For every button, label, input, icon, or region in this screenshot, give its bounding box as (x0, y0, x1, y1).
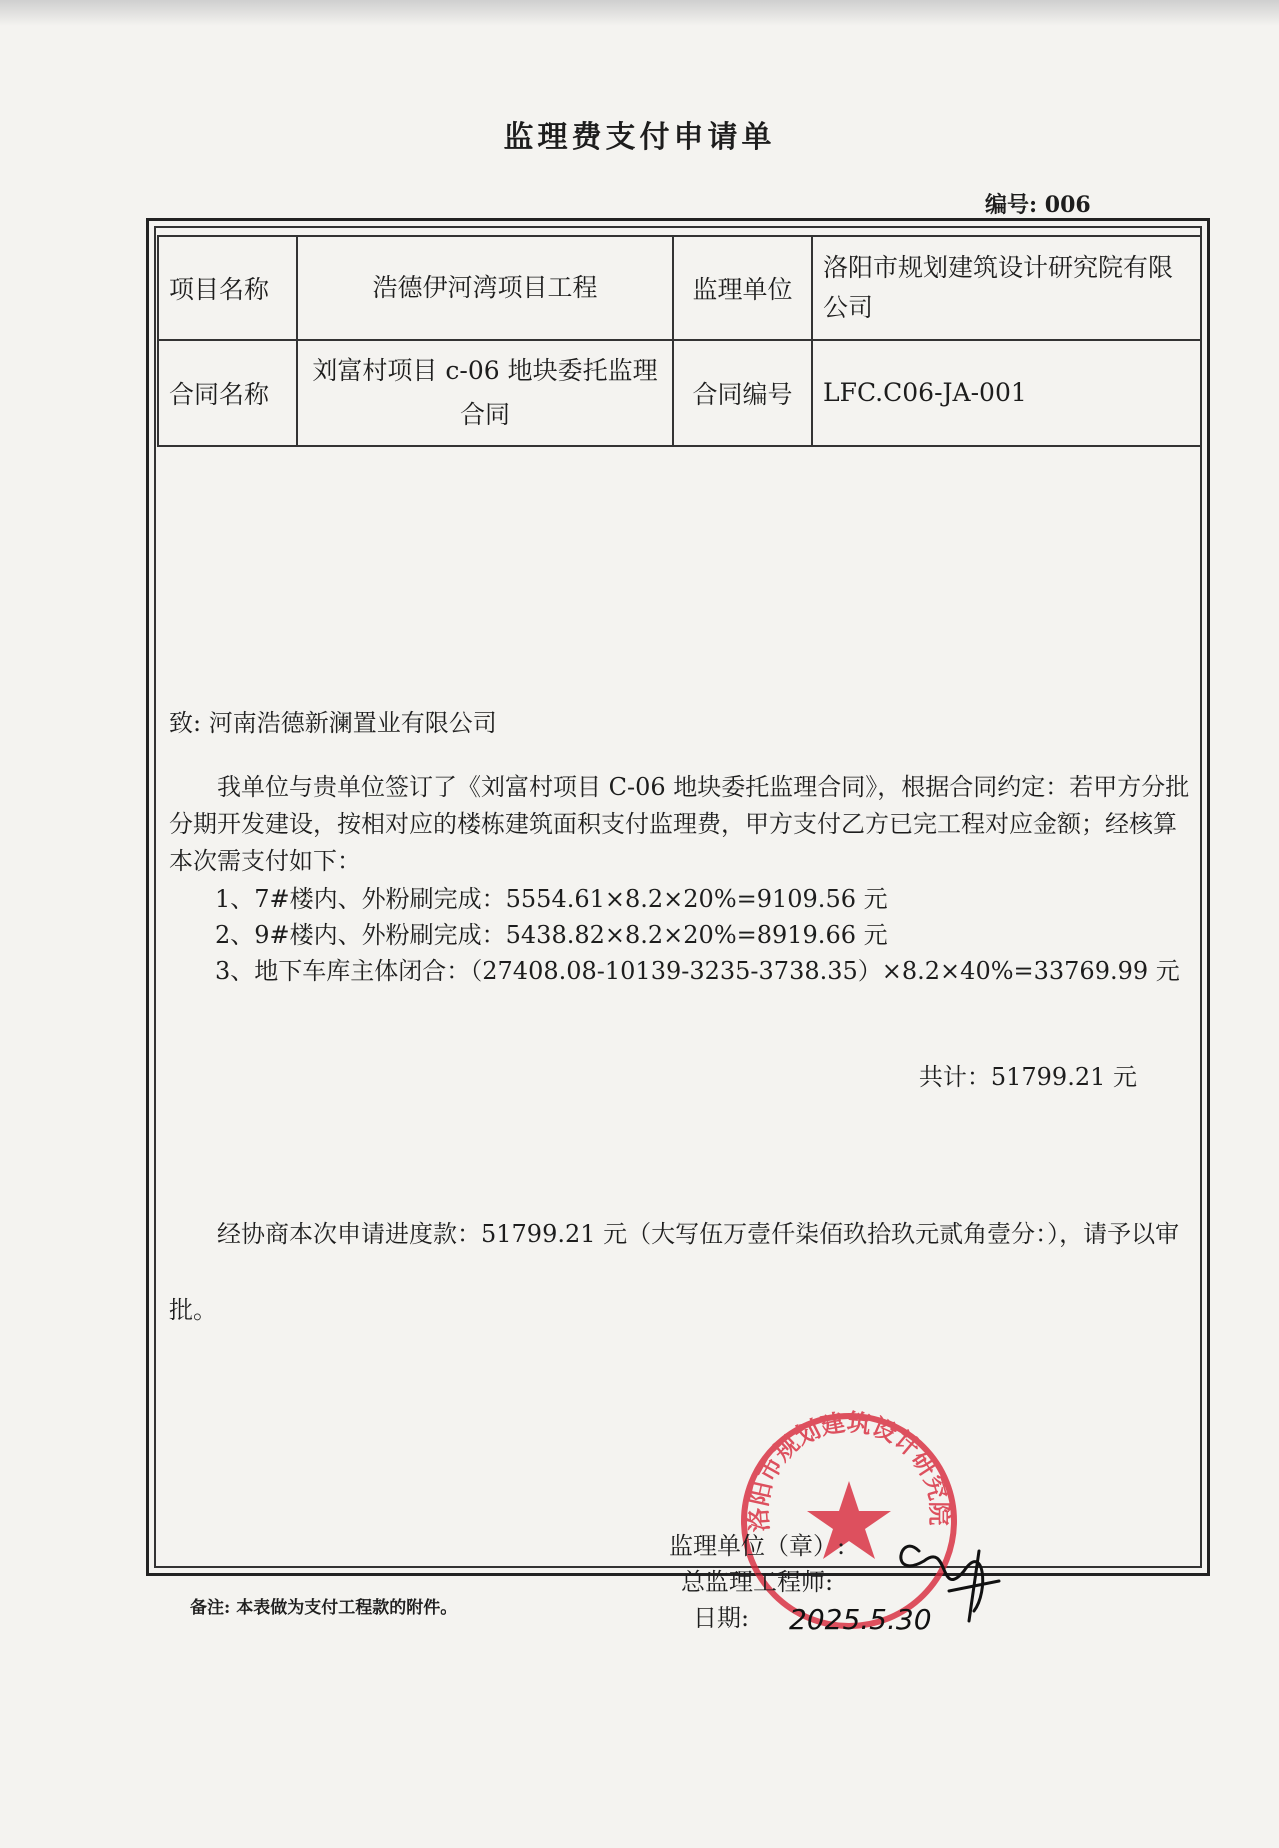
supervisor-unit-stamp-label: 监理单位（章）: (669, 1532, 846, 1560)
project-name-value: 浩德伊河湾项目工程 (297, 236, 673, 340)
payment-item: 1、7#楼内、外粉刷完成：5554.61×8.2×20%=9109.56 元 (215, 885, 888, 913)
project-info-table (157, 235, 1202, 447)
contract-paragraph: 我单位与贵单位签订了《刘富村项目 C-06 地块委托监理合同》，根据合同约定：若甲方分批分期开发建设，按相对应的楼栋建筑面积支付监理费，甲方支付乙方已完工程对应金额；经核算本次需支付如下： (169, 773, 1190, 875)
total-amount: 共计：51799.21 元 (918, 1063, 1137, 1091)
handwritten-signature (749, 1521, 1009, 1641)
request-paragraph: 经协商本次申请进度款：51799.21 元（大写伍万壹仟柒佰玖拾玖元贰角壹分：），请予以审批。 (169, 1220, 1180, 1324)
date-label: 日期: (693, 1604, 750, 1632)
contract-name-label: 合同名称 (158, 340, 297, 446)
contract-name-value: 刘富村项目 c-06 地块委托监理合同 (297, 340, 673, 446)
supervisor-value: 洛阳市规划建筑设计研究院有限公司 (812, 236, 1201, 340)
payment-item: 2、9#楼内、外粉刷完成：5438.82×8.2×20%=8919.66 元 (215, 921, 888, 949)
footnote: 备注: 本表做为支付工程款的附件。 (190, 1598, 458, 1618)
supervisor-label: 监理单位 (673, 236, 812, 340)
contract-no-label: 合同编号 (673, 340, 812, 446)
payment-item: 3、地下车库主体闭合：（27408.08-10139-3235-3738.35）×8.2×40%=33769.99 元 (215, 957, 1180, 985)
handwritten-date: 2025.5.30 (789, 1603, 932, 1636)
payment-items (215, 881, 1245, 989)
project-name-label: 项目名称 (158, 236, 297, 340)
chief-engineer-label: 总监理工程师: (681, 1568, 834, 1596)
addressee-line: 致: 河南浩德新澜置业有限公司 (169, 709, 497, 737)
seal-text: 洛阳市规划建筑设计研究院 (744, 1408, 954, 1533)
serial-number: 编号: 006 (985, 192, 1091, 218)
scan-top-shadow (0, 0, 1279, 26)
contract-no-value: LFC.C06-JA-001 (812, 340, 1201, 446)
page-title: 监理费支付申请单 (503, 120, 776, 155)
